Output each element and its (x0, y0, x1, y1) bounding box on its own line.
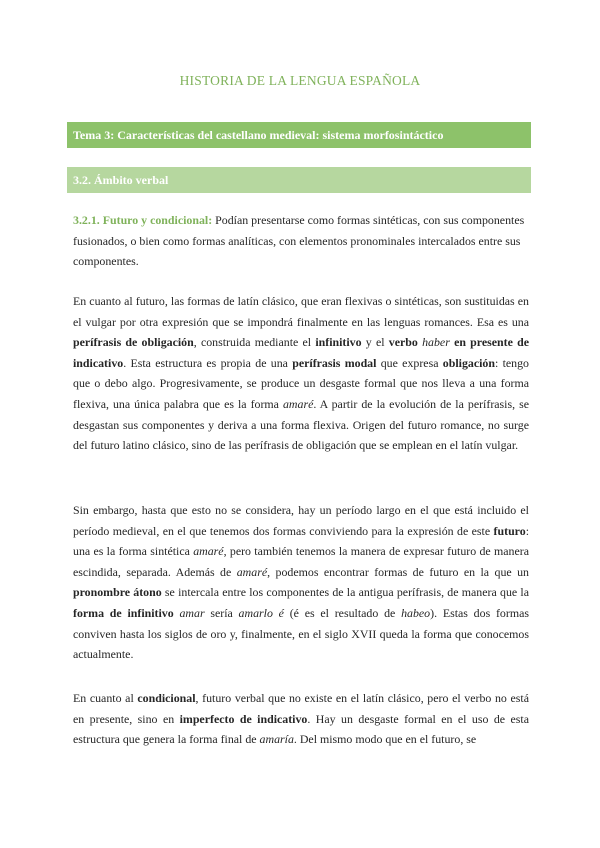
bold-term: condicional (137, 691, 196, 705)
italic-term: amar (179, 605, 205, 620)
paragraph-futuro-origen (73, 291, 529, 456)
text-run: : tengo que o debo algo. Progresivamente, se produce un desgaste formal que nos lleva a una forma flexiva, una única palabra que es la forma (73, 355, 529, 411)
text-run: (é es el resultado de (283, 605, 402, 620)
italic-term: amarlo é (238, 605, 284, 620)
document-title: HISTORIA DE LA LENGUA ESPAÑOLA (179, 73, 421, 88)
text-run: se intercala entre los componentes de la antigua perífrasis, de manera que la (161, 585, 529, 600)
bold-term: verbo (388, 335, 418, 350)
text-run: Podían presentarse como formas sintéticas, con sus componentes fusionados, o bien como formas analíticas, con elementos pronominales intercalados entre sus componentes. (73, 213, 525, 269)
bold-term: forma de infinitivo (73, 605, 174, 620)
text-run: . Esta estructura es propia de una (123, 355, 293, 370)
text-run: Sin embargo, hasta que esto no se considera, hay un período largo en el que está incluido el período medieval, en el que tenemos dos formas conviviendo para la expresión de este (73, 503, 529, 538)
bold-term: perífrasis modal (292, 355, 377, 370)
bold-term: en presente de indicativo (73, 335, 529, 370)
paragraph-futuro-formas (73, 500, 529, 665)
text-run: En cuanto al (73, 691, 138, 705)
bold-term: infinitivo (315, 335, 362, 350)
text-run: , futuro verbal que no existe en el latín clásico, pero el verbo no está en presente, sino en (73, 691, 529, 726)
text-run: : una es la forma sintética (73, 523, 529, 559)
italic-term: haber (422, 335, 450, 350)
italic-term: amaré (236, 564, 268, 579)
text-run: . Hay un desgaste formal en el uso de esta estructura que genera la forma final de (73, 711, 530, 747)
text-run: , podemos encontrar formas de futuro en la que un (267, 564, 530, 579)
subsection-lead: 3.2.1. Futuro y condicional: (73, 213, 213, 227)
paragraph-futuro-condicional-intro (73, 210, 529, 272)
text-run: sería (204, 605, 239, 620)
paragraph-condicional (73, 688, 529, 750)
text-run: ). Estas dos formas conviven hasta los siglos de oro y, finalmente, en el siglo XVII queda la forma que conocemos actualmente. (73, 605, 529, 662)
bold-term: obligación (442, 355, 495, 370)
section-heading: 3.2. Ámbito verbal (67, 167, 531, 193)
text-run: , construida mediante el (193, 335, 316, 350)
bold-term: pronombre átono (73, 585, 162, 600)
bold-term: futuro (493, 523, 526, 538)
text-run: que expresa (376, 355, 443, 370)
text-run: , pero también tenemos la manera de expresar futuro de manera escindida, separada. Además de (73, 544, 530, 579)
italic-term: amaré (282, 396, 314, 411)
bold-term: perífrasis de obligación (73, 335, 194, 350)
text-run: En cuanto al futuro, las formas de latín clásico, que eran flexivas o sintéticas, son sustituidas en el vulgar por otra expresión que se impondrá finalmente en las lenguas romances. Esa es una (73, 294, 529, 329)
text-run: . Del mismo modo que en el futuro, se (293, 732, 477, 747)
italic-term: amaría (259, 732, 294, 747)
text-run: . A partir de la evolución de la perífrasis, se desgastan sus componentes y deriva a una forma flexiva. Origen del futuro romance, no surge del futuro latino clásico, sino de las perífrasis de obligación que se emplean en el latín vulgar. (73, 396, 529, 453)
italic-term: habeo (401, 605, 431, 620)
topic-heading: Tema 3: Características del castellano medieval: sistema morfosintáctico (67, 122, 531, 148)
italic-term: amaré (193, 544, 224, 559)
bold-term: imperfecto de indicativo (179, 711, 308, 726)
text-run: y el (361, 335, 389, 350)
